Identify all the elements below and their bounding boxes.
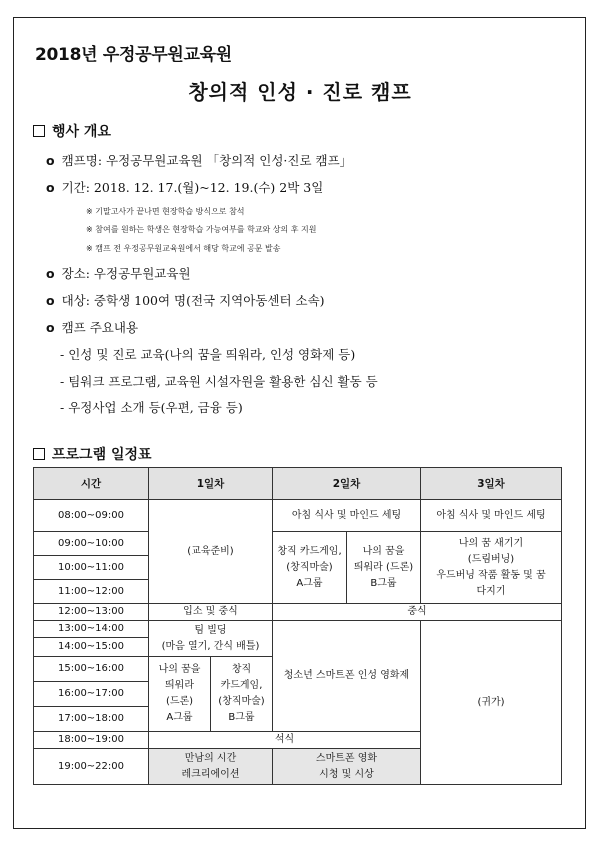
cell-line: B그룹 <box>228 712 255 723</box>
schedule-heading: 프로그램 일정표 <box>33 444 152 464</box>
cell-line: 띄워라 (드론) <box>353 561 414 573</box>
overview-heading: 행사 개요 <box>33 121 111 141</box>
time-cell: 09:00~10:00 <box>34 532 149 556</box>
cell-line: 나의 꿈을 <box>158 664 201 675</box>
day1-a-group <box>149 657 211 732</box>
note-2: ※ 참여를 원하는 학생은 현장학습 가능여부를 학교와 상의 후 지원 <box>86 225 317 234</box>
content-heading: o 캠프 주요내용 <box>46 320 139 335</box>
day1-evening <box>149 749 273 785</box>
cell-line: 창직 카드게임, <box>277 545 342 557</box>
cell-line: A그룹 <box>166 712 193 723</box>
content-item-1: - 인성 및 진로 교육(나의 꿈을 띄워라, 인성 영화제 등) <box>60 347 356 362</box>
day1-team-building <box>149 621 273 657</box>
note-1: ※ 기말고사가 끝나면 현장학습 방식으로 참석 <box>86 207 245 216</box>
cell-line: 카드게임, <box>220 680 263 691</box>
cell-line: 레크리에이션 <box>181 768 240 780</box>
content-item-2: - 팀워크 프로그램, 교육원 시설자원을 활용한 심신 활동 등 <box>60 374 378 389</box>
day3-morning <box>421 532 562 604</box>
day1-b-group <box>211 657 273 732</box>
time-cell: 08:00~09:00 <box>34 500 149 532</box>
time-cell: 18:00~19:00 <box>34 732 149 749</box>
cell-line: 팀 빌딩 <box>194 624 227 636</box>
cell-line: 시청 및 시상 <box>319 768 374 780</box>
camp-period: o 기간: 2018. 12. 17.(월)~12. 19.(수) 2박 3일 <box>46 180 324 195</box>
content-item-3: - 우정사업 소개 등(우편, 금융 등) <box>60 400 243 415</box>
camp-place: o 장소: 우정공무원교육원 <box>46 266 191 281</box>
schedule-table <box>33 467 562 785</box>
cell-line: 창직 <box>231 664 252 675</box>
cell-line: 띄워라 <box>165 680 194 691</box>
camp-name: o 캠프명: 우정공무원교육원 「창의적 인성·진로 캠프」 <box>46 153 353 168</box>
time-cell: 16:00~17:00 <box>34 682 149 707</box>
cell-line: (창직마술) <box>286 561 333 573</box>
cell-line: 우드버닝 작품 활동 및 꿈 <box>436 569 546 581</box>
cell-line: B그룹 <box>370 577 397 589</box>
day2-film-festival: 청소년 스마트폰 인성 영화제 <box>273 621 421 732</box>
cell-line: 나의 꿈을 <box>362 545 405 557</box>
header-day2: 2일차 <box>273 468 421 500</box>
header-day1: 1일차 <box>149 468 273 500</box>
header-time: 시간 <box>34 468 149 500</box>
day2-b-group <box>347 532 421 604</box>
day2-evening <box>273 749 421 785</box>
day2-a-group <box>273 532 347 604</box>
day2-breakfast: 아침 식사 및 마인드 세팅 <box>273 500 421 532</box>
time-cell: 19:00~22:00 <box>34 749 149 785</box>
header-day3: 3일차 <box>421 468 562 500</box>
cell-line: (드림버닝) <box>467 553 515 565</box>
time-cell: 15:00~16:00 <box>34 657 149 682</box>
time-cell: 10:00~11:00 <box>34 556 149 580</box>
checkbox-square-icon <box>33 125 45 137</box>
time-cell: 17:00~18:00 <box>34 707 149 732</box>
note-3: ※ 캠프 전 우정공무원교육원에서 해당 학교에 공문 발송 <box>86 244 281 253</box>
day1-arrival: 입소 및 중식 <box>149 604 273 621</box>
camp-target: o 대상: 중학생 100여 명(전국 지역아동센터 소속) <box>46 293 325 308</box>
time-cell: 11:00~12:00 <box>34 580 149 604</box>
cell-line: (드론) <box>165 696 194 707</box>
org-title: 2018년 우정공무원교육원 <box>35 45 232 65</box>
day3-breakfast: 아침 식사 및 마인드 세팅 <box>421 500 562 532</box>
cell-line: 나의 꿈 새기기 <box>458 537 524 549</box>
day12-dinner: 석식 <box>149 732 421 749</box>
time-cell: 12:00~13:00 <box>34 604 149 621</box>
checkbox-square-icon <box>33 448 45 460</box>
day23-lunch: 중식 <box>273 604 562 621</box>
cell-line: 만남의 시간 <box>184 752 237 764</box>
cell-line: (창직마술) <box>218 696 265 707</box>
cell-line: A그룹 <box>296 577 323 589</box>
main-title: 창의적 인성 · 진로 캠프 <box>188 80 412 104</box>
cell-line: (마음 열기, 간식 배틀) <box>161 640 260 652</box>
cell-line: 다지기 <box>476 585 506 597</box>
time-cell: 14:00~15:00 <box>34 638 149 657</box>
day3-return: (귀가) <box>421 621 562 785</box>
day1-prep: (교육준비) <box>149 500 273 604</box>
cell-line: 스마트폰 영화 <box>315 752 378 764</box>
time-cell: 13:00~14:00 <box>34 621 149 638</box>
